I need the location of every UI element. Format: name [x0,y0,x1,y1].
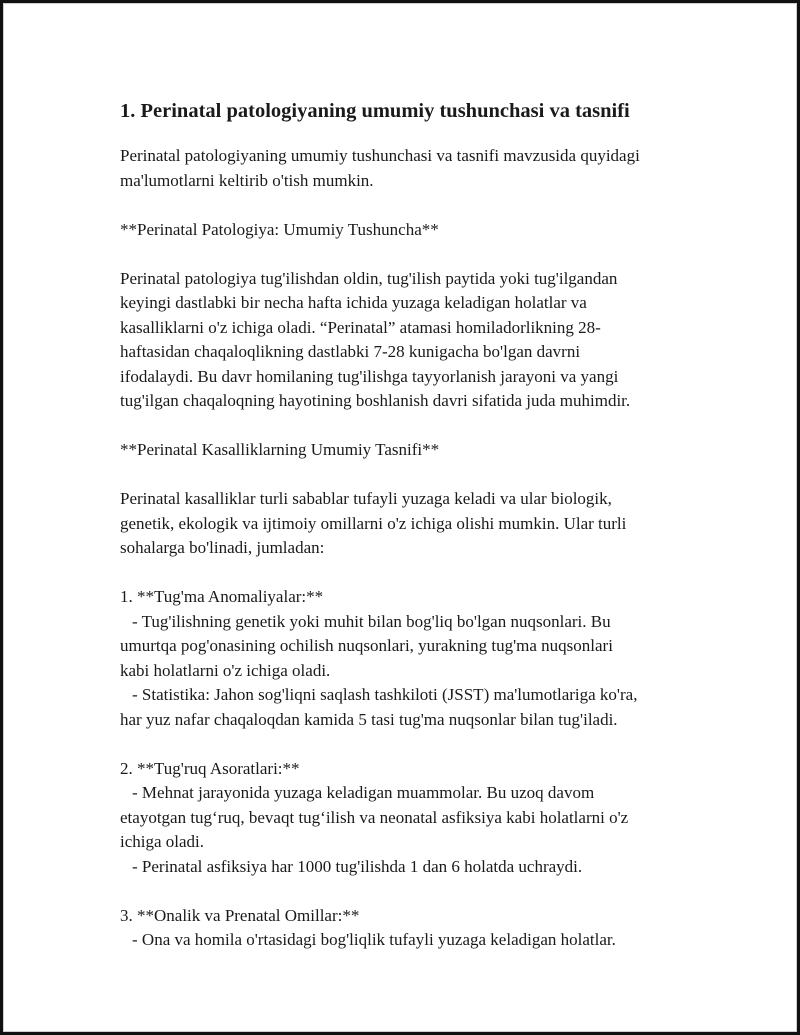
list-item-line: - Perinatal asfiksiya har 1000 tug'ilishda 1 dan 6 holatda uchraydi. [132,856,583,876]
intro-line: ma'lumotlarni keltirib o'tish mumkin. [120,170,374,190]
list-item-line: etayotgan tug‘ruq, bevaqt tug‘ilish va neonatal asfiksiya kabi holatlarni o'z [120,807,629,827]
paragraph-line: haftasidan chaqaloqlikning dastlabki 7-28 kunigacha bo'lgan davrni [120,342,581,361]
list-item-line: umurtqa pog'onasining ochilish nuqsonlari, yurakning tug'ma nuqsonlari [120,636,613,655]
paragraph-line: keyingi dastlabki bir necha hafta ichida yuzaga keladigan holatlar va [120,293,587,312]
list-item-heading: 2. **Tug'ruq Asoratlari:** [120,758,300,778]
paragraph-line: tug'ilgan chaqaloqning hayotining boshlanish davri sifatida juda muhimdir. [120,391,631,410]
paragraph-line: Perinatal patologiya tug'ilishdan oldin, tug'ilish paytida yoki tug'ilgandan [120,268,618,288]
document-title: 1. Perinatal patologiyaning umumiy tushunchasi va tasnifi [120,100,630,122]
paragraph-line: Perinatal kasalliklar turli sabablar tufayli yuzaga keladi va ular biologik, [120,489,612,508]
list-item-heading: 3. **Onalik va Prenatal Omillar:** [120,905,360,925]
list-item-line: ichiga oladi. [120,832,205,851]
list-item-line: - Tug'ilishning genetik yoki muhit bilan bog'liq bo'lgan nuqsonlari. Bu [132,611,611,631]
paragraph-line: ifodalaydi. Bu davr homilaning tug'ilishga tayyorlanish jarayoni va yangi [120,366,619,386]
list-item-line: har yuz nafar chaqaloqdan kamida 5 tasi tug'ma nuqsonlar bilan tug'iladi. [120,709,618,729]
list-item-line: kabi holatlarni o'z ichiga oladi. [120,660,331,680]
section-heading-classification: **Perinatal Kasalliklarning Umumiy Tasnifi** [120,440,440,459]
paragraph-line: sohalarga bo'linadi, jumladan: [120,538,325,557]
paragraph-line: genetik, ekologik va ijtimoiy omillarni o'z ichiga olishi mumkin. Ular turli [120,513,627,533]
list-item-heading: 1. **Tug'ma Anomaliyalar:** [120,587,324,606]
list-item-line: - Mehnat jarayonida yuzaga keladigan muammolar. Bu uzoq davom [132,783,595,802]
list-item-line: - Ona va homila o'rtasidagi bog'liqlik tufayli yuzaga keladigan holatlar. [132,930,616,949]
document-content [120,99,700,953]
section-heading-general-concept: **Perinatal Patologiya: Umumiy Tushuncha** [120,219,439,239]
list-item-line: - Statistika: Jahon sog'liqni saqlash tashkiloti (JSST) ma'lumotlariga ko'ra, [132,685,638,704]
intro-line: Perinatal patologiyaning umumiy tushunchasi va tasnifi mavzusida quyidagi [120,146,640,165]
paragraph-line: kasalliklarni o'z ichiga oladi. “Perinatal” atamasi homiladorlikning 28- [120,317,601,337]
